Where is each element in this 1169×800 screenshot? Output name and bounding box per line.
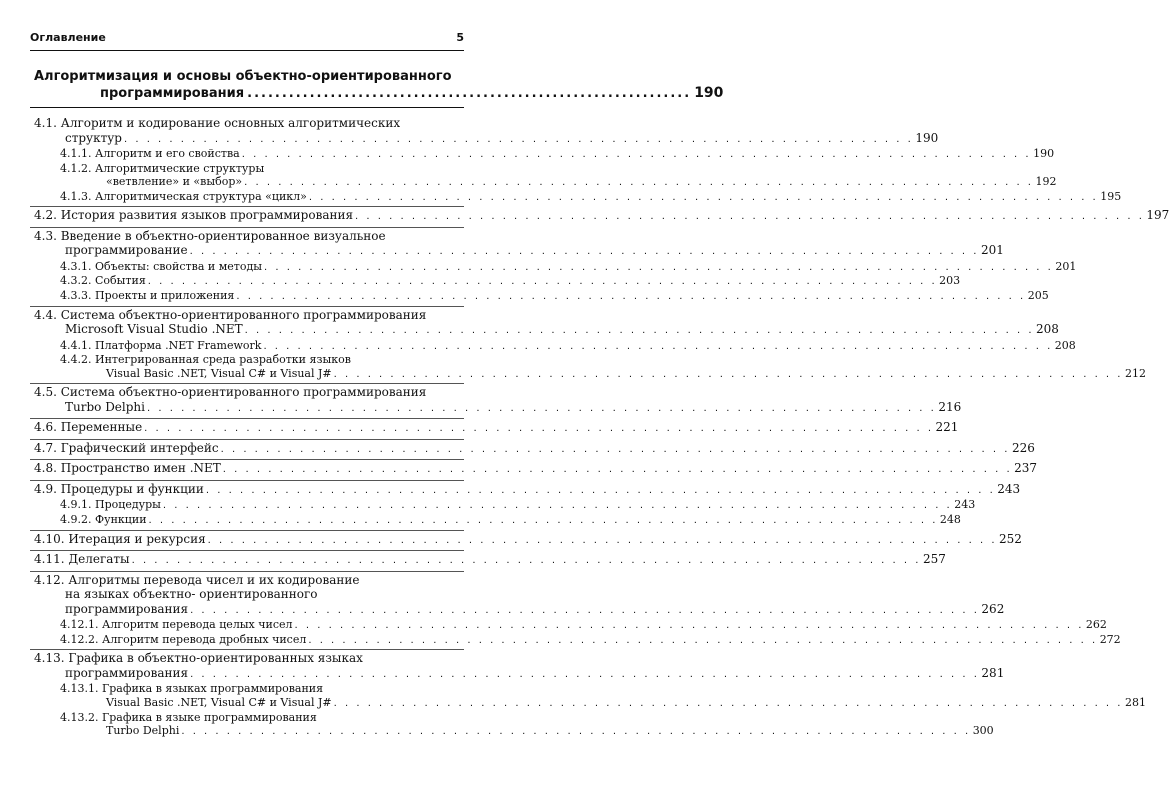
toc-entry[interactable] bbox=[30, 147, 1055, 162]
toc-entry-number: 4.4. bbox=[34, 307, 57, 322]
toc-entry-title: События bbox=[95, 274, 146, 288]
dot-leader: . . . . . . . . . . . . . . . . . . . . . . . . . . . . . . . . . . . . . . . . . . . . . . . . . . . . . . . . . . . . . . . . . . . . . . bbox=[264, 261, 1054, 273]
toc-entry-title: Интегрированная среда разработки языков bbox=[95, 353, 351, 367]
toc-entry-line bbox=[60, 338, 1076, 354]
toc-entry-page: 237 bbox=[1014, 461, 1038, 476]
toc-entry-line bbox=[60, 189, 1122, 205]
toc-entry-number: 4.12.2. bbox=[60, 632, 99, 646]
toc-entry[interactable] bbox=[30, 710, 994, 739]
toc-entry-title: Пространство имен .NET bbox=[60, 461, 221, 476]
toc-entry[interactable] bbox=[30, 353, 1146, 381]
toc-entry[interactable] bbox=[30, 116, 939, 147]
dot-leader: . . . . . . . . . . . . . . . . . . . . . . . . . . . . . . . . . . . . . . . . . . . . . . . . . . . . . . . . . . . . . . . . . . . . . . bbox=[181, 726, 971, 738]
toc-entry-line bbox=[34, 399, 962, 417]
toc-entry[interactable] bbox=[30, 161, 1057, 190]
toc-entry-page: 203 bbox=[939, 274, 961, 288]
toc-entry-title: Алгоритмические структуры bbox=[95, 161, 265, 175]
toc-entry-number: 4.13.2. bbox=[60, 710, 99, 724]
toc-entry-number: 4.12.1. bbox=[60, 618, 99, 632]
toc-entry-title: Введение в объектно-ориентированное визуальное bbox=[60, 228, 386, 243]
toc-entry[interactable] bbox=[30, 420, 959, 437]
dot-leader: . . . . . . . . . . . . . . . . . . . . . . . . . . . . . . . . . . . . . . . . . . . . . . . . . . . . . . . . . . . . . . . . . . . . . . bbox=[190, 668, 980, 680]
toc-entry-line bbox=[60, 366, 1146, 382]
toc-entry-title: Делегаты bbox=[68, 552, 130, 567]
toc-entry-line bbox=[60, 259, 1077, 275]
toc-entry-page: 212 bbox=[1124, 366, 1146, 380]
toc-entry-title: «ветвление» и «выбор» bbox=[106, 175, 243, 189]
chapter-title-text: программирования bbox=[100, 86, 245, 101]
toc-entry-title: Система объектно-ориентированного программирования bbox=[60, 385, 427, 400]
toc-entry-title: Процедуры bbox=[95, 498, 161, 512]
toc-entry-number: 4.4.1. bbox=[60, 338, 92, 352]
toc-entry-page: 257 bbox=[922, 552, 946, 567]
toc-entry[interactable] bbox=[30, 259, 1077, 275]
toc-entry-line bbox=[60, 695, 1146, 711]
toc-entry-page: 248 bbox=[939, 513, 961, 527]
toc-entry-page: 262 bbox=[981, 601, 1005, 616]
toc-entry-number: 4.9. bbox=[34, 481, 57, 496]
toc-entry[interactable] bbox=[30, 208, 1169, 225]
toc-entry-line bbox=[34, 116, 464, 131]
toc-entry-line bbox=[34, 420, 959, 437]
toc-entry-number: 4.6. bbox=[34, 420, 57, 435]
toc-entry-page: 192 bbox=[1035, 175, 1057, 189]
table-of-contents bbox=[30, 115, 1169, 741]
dot-leader: . . . . . . . . . . . . . . . . . . . . . . . . . . . . . . . . . . . . . . . . . . . . . . . . . . . . . . . . . . . . . . . . . . . . . . bbox=[144, 423, 934, 435]
chapter-heading[interactable] bbox=[30, 68, 724, 102]
toc-entry-page: 208 bbox=[1054, 338, 1076, 352]
toc-entry[interactable] bbox=[30, 338, 1076, 354]
toc-entry-title: Графика в языке программирования bbox=[101, 710, 317, 724]
toc-entry-page: 281 bbox=[981, 665, 1005, 680]
dot-leader: . . . . . . . . . . . . . . . . . . . . . . . . . . . . . . . . . . . . . . . . . . . . . . . . . . . . . . . . . . . . . . . . . . . . . . bbox=[241, 149, 1032, 160]
toc-entry-title: Алгоритм и кодирование основных алгоритмических bbox=[60, 116, 401, 130]
toc-entry-title: Turbo Delphi bbox=[106, 724, 180, 738]
dot-leader: . . . . . . . . . . . . . . . . . . . . . . . . . . . . . . . . . . . . . . . . . . . . . . . . . . . . . . . . . . . . . . . . . . . . . . bbox=[333, 368, 1123, 380]
toc-entry-line bbox=[34, 531, 1022, 549]
toc-entry-line bbox=[60, 498, 976, 513]
dot-leader: . . . . . . . . . . . . . . . . . . . . . . . . . . . . . . . . . . . . . . . . . . . . . . . . . . . . . . . . . . . . . . . . . . . . . . bbox=[162, 500, 953, 512]
toc-entry-line bbox=[34, 552, 946, 569]
toc-entry[interactable] bbox=[30, 498, 976, 513]
toc-entry-line bbox=[60, 353, 464, 367]
toc-entry[interactable] bbox=[30, 385, 962, 416]
toc-entry[interactable] bbox=[30, 651, 1005, 682]
toc-entry-number: 4.10. bbox=[34, 531, 65, 546]
toc-entry-line bbox=[34, 651, 464, 666]
toc-entry-line bbox=[34, 130, 939, 148]
toc-entry-page: 216 bbox=[938, 399, 962, 414]
toc-entry[interactable] bbox=[30, 552, 946, 569]
toc-entry-line bbox=[34, 461, 1038, 478]
dot-leader: . . . . . . . . . . . . . . . . . . . . . . . . . . . . . . . . . . . . . . . . . . . . . . . . . . . . . . . . . . . . . . . . . . . . . . bbox=[147, 276, 938, 288]
toc-entry-title: Графический интерфейс bbox=[60, 440, 219, 455]
toc-entry-title: программирование bbox=[65, 243, 188, 258]
toc-entry-line bbox=[60, 513, 961, 528]
toc-entry-number: 4.7. bbox=[34, 440, 57, 455]
toc-entry-page: 262 bbox=[1085, 618, 1107, 632]
toc-section bbox=[30, 384, 962, 419]
chapter-page: 190 bbox=[694, 85, 724, 101]
toc-entry[interactable] bbox=[30, 289, 1049, 304]
toc-entry[interactable] bbox=[30, 440, 1035, 458]
toc-entry-title: программирования bbox=[65, 601, 189, 616]
toc-entry-page: 300 bbox=[972, 724, 994, 738]
toc-entry[interactable] bbox=[30, 618, 1107, 633]
toc-entry[interactable] bbox=[30, 513, 961, 528]
toc-entry-page: 201 bbox=[1055, 259, 1077, 273]
page-number: 5 bbox=[456, 31, 464, 44]
toc-entry-page: 205 bbox=[1027, 289, 1049, 303]
toc-entry-number: 4.1. bbox=[34, 116, 57, 130]
toc-entry-number: 4.3.1. bbox=[60, 259, 92, 273]
toc-entry-line bbox=[60, 682, 464, 696]
toc-entry-title: Объекты: свойства и методы bbox=[95, 259, 262, 273]
toc-entry-number: 4.13.1. bbox=[60, 682, 99, 696]
toc-entry-line bbox=[34, 481, 1021, 499]
toc-entry-title: Функции bbox=[95, 513, 147, 527]
dot-leader: . . . . . . . . . . . . . . . . . . . . . . . . . . . . . . . . . . . . . . . . . . . . . . . . . . . . . . . . . . . . . . . . . . . . . . bbox=[263, 340, 1053, 352]
toc-entry-page: 190 bbox=[915, 130, 939, 145]
dot-leader: . . . . . . . . . . . . . . . . . . . . . . . . . . . . . . . . . . . . . . . . . . . . . . . . . . . . . . . . . . . . . . . . . . . . . . bbox=[244, 325, 1035, 337]
toc-entry-number: 4.3.3. bbox=[60, 289, 92, 303]
toc-entry[interactable] bbox=[30, 274, 961, 289]
toc-entry[interactable] bbox=[30, 682, 1146, 710]
toc-entry-page: 243 bbox=[954, 498, 976, 512]
toc-entry-page: 252 bbox=[999, 531, 1022, 546]
dot-leader: . . . . . . . . . . . . . . . . . . . . . . . . . . . . . . . . . . . . . . . . . . . . . . . . . . . . . . . . . . . . . . . . . . . . . . bbox=[294, 620, 1084, 632]
toc-entry-page: 281 bbox=[1124, 695, 1146, 709]
toc-entry-number: 4.8. bbox=[34, 461, 57, 476]
toc-entry-title: Turbo Delphi bbox=[65, 399, 145, 414]
toc-section bbox=[30, 419, 959, 440]
toc-entry-number: 4.5. bbox=[34, 385, 57, 400]
toc-entry-line bbox=[34, 322, 1059, 339]
toc-entry-number: 4.4.2. bbox=[60, 353, 92, 367]
toc-section bbox=[30, 481, 1021, 531]
toc-section bbox=[30, 460, 1038, 481]
toc-entry-title: Система объектно-ориентированного программирования bbox=[60, 307, 427, 322]
toc-entry[interactable] bbox=[30, 461, 1038, 478]
toc-entry-title: Алгоритмическая структура «цикл» bbox=[95, 189, 307, 203]
toc-entry-line bbox=[60, 147, 1055, 162]
toc-entry-page: 272 bbox=[1099, 632, 1121, 646]
toc-entry-page: 208 bbox=[1036, 322, 1059, 337]
toc-entry-number: 4.12. bbox=[34, 572, 65, 587]
running-title: Оглавление bbox=[30, 31, 106, 44]
toc-entry-title: структур bbox=[65, 130, 122, 145]
chapter-title-line2 bbox=[100, 85, 724, 102]
toc-entry-line bbox=[34, 601, 1005, 619]
dot-leader: . . . . . . . . . . . . . . . . . . . . . . . . . . . . . . . . . . . . . . . . . . . . . . . . . . . . . . . . . . . . . . . . . . . . . . bbox=[333, 697, 1123, 709]
toc-entry-page: 243 bbox=[997, 481, 1021, 496]
dot-leader: . . . . . . . . . . . . . . . . . . . . . . . . . . . . . . . . . . . . . . . . . . . . . . . . . . . . . . . . . . . . . . . . . . . . . . bbox=[220, 443, 1010, 455]
toc-section bbox=[30, 531, 1022, 552]
toc-entry-page: 197 bbox=[1146, 208, 1169, 223]
dot-leader: . . . . . . . . . . . . . . . . . . . . . . . . . . . . . . . . . . . . . . . . . . . . . . . . . . . . . . . . . . . . . . . . . . . . . . bbox=[236, 291, 1026, 303]
toc-entry-title: Алгоритмы перевода чисел и их кодирование bbox=[68, 572, 360, 587]
toc-entry-line bbox=[60, 711, 464, 725]
toc-entry-title: Графика в объектно-ориентированных языках bbox=[68, 651, 363, 666]
chapter-title-line1: Алгоритмизация и основы объектно-ориентированного bbox=[34, 69, 452, 84]
toc-entry-title: Алгоритм перевода дробных чисел bbox=[101, 632, 307, 646]
toc-entry-number: 4.2. bbox=[34, 208, 57, 223]
toc-entry-line bbox=[34, 229, 464, 244]
toc-entry[interactable] bbox=[30, 189, 1122, 205]
toc-entry-title: Алгоритм перевода целых чисел bbox=[101, 618, 293, 632]
header-rule bbox=[30, 50, 464, 51]
toc-entry-line bbox=[34, 587, 464, 602]
toc-entry[interactable] bbox=[30, 307, 1059, 339]
toc-section bbox=[30, 551, 946, 572]
dot-leader: . . . . . . . . . . . . . . . . . . . . . . . . . . . . . . . . . . . . . . . . . . . . . . . . . . . . . . . . . . . . . . . . . . . . . . bbox=[207, 534, 997, 546]
toc-entry-line bbox=[60, 632, 1121, 648]
toc-entry-line bbox=[60, 162, 464, 176]
toc-entry-line bbox=[34, 385, 464, 400]
toc-entry-line bbox=[60, 274, 961, 289]
toc-entry-number: 4.3.2. bbox=[60, 274, 92, 288]
toc-entry-title: Процедуры и функции bbox=[60, 481, 204, 496]
toc-entry-title: программирования bbox=[65, 665, 189, 680]
dot-leader: . . . . . . . . . . . . . . . . . . . . . . . . . . . . . . . . . . . . . . . . . . . . . . . . . . . . . . . . . . . . . . . . . . . . . . bbox=[222, 464, 1013, 476]
dot-leader: ................................................................ bbox=[247, 86, 692, 101]
dot-leader: . . . . . . . . . . . . . . . . . . . . . . . . . . . . . . . . . . . . . . . . . . . . . . . . . . . . . . . . . . . . . . . . . . . . . . bbox=[190, 604, 980, 616]
toc-entry-line bbox=[34, 440, 1035, 458]
toc-entry-title: на языках объектно- ориентированного bbox=[65, 587, 318, 602]
toc-entry[interactable] bbox=[30, 531, 1022, 549]
toc-section bbox=[30, 650, 1146, 740]
toc-entry-number: 4.11. bbox=[34, 552, 65, 567]
toc-entry-number: 4.3. bbox=[34, 228, 57, 243]
toc-section bbox=[30, 207, 1169, 228]
toc-entry-line bbox=[34, 665, 1005, 683]
toc-entry-line bbox=[34, 243, 1004, 260]
dot-leader: . . . . . . . . . . . . . . . . . . . . . . . . . . . . . . . . . . . . . . . . . . . . . . . . . . . . . . . . . . . . . . . . . . . . . . bbox=[355, 211, 1145, 223]
toc-entry-page: 201 bbox=[980, 243, 1004, 258]
toc-entry-title: Microsoft Visual Studio .NET bbox=[65, 322, 243, 337]
toc-entry-number: 4.1.2. bbox=[60, 161, 92, 175]
toc-entry[interactable] bbox=[30, 228, 1004, 260]
dot-leader: . . . . . . . . . . . . . . . . . . . . . . . . . . . . . . . . . . . . . . . . . . . . . . . . . . . . . . . . . . . . . . . . . . . . . . bbox=[131, 555, 921, 567]
toc-entry-title: Проекты и приложения bbox=[95, 289, 235, 303]
toc-entry-number: 4.9.2. bbox=[60, 513, 92, 527]
toc-entry-page: 226 bbox=[1011, 440, 1035, 455]
toc-section bbox=[30, 307, 1146, 385]
toc-entry-title: Платформа .NET Framework bbox=[95, 338, 262, 352]
toc-entry[interactable] bbox=[30, 572, 1005, 619]
toc-entry-line bbox=[60, 175, 1057, 190]
toc-entry-number: 4.9.1. bbox=[60, 498, 92, 512]
toc-entry-line bbox=[34, 208, 1169, 225]
toc-entry-page: 190 bbox=[1033, 147, 1055, 160]
toc-section bbox=[30, 440, 1035, 461]
toc-entry-line bbox=[34, 308, 464, 323]
toc-entry-line bbox=[60, 724, 994, 739]
toc-entry-title: Visual Basic .NET, Visual C# и Visual J# bbox=[106, 695, 332, 709]
dot-leader: . . . . . . . . . . . . . . . . . . . . . . . . . . . . . . . . . . . . . . . . . . . . . . . . . . . . . . . . . . . . . . . . . . . . . . bbox=[148, 515, 938, 527]
toc-entry[interactable] bbox=[30, 632, 1121, 648]
toc-entry-title: Итерация и рекурсия bbox=[68, 531, 206, 546]
toc-entry-page: 221 bbox=[935, 420, 959, 435]
dot-leader: . . . . . . . . . . . . . . . . . . . . . . . . . . . . . . . . . . . . . . . . . . . . . . . . . . . . . . . . . . . . . . . . . . . . . . bbox=[147, 402, 937, 414]
toc-section bbox=[30, 115, 1122, 207]
toc-entry-title: История развития языков программирования bbox=[60, 208, 354, 223]
toc-entry-title: Алгоритм и его свойства bbox=[95, 147, 240, 160]
toc-entry-number: 4.1.1. bbox=[60, 147, 92, 160]
page-header bbox=[30, 31, 464, 44]
toc-section bbox=[30, 572, 1121, 651]
toc-entry-line bbox=[60, 618, 1107, 633]
toc-entry[interactable] bbox=[30, 481, 1021, 499]
toc-entry-number: 4.13. bbox=[34, 651, 65, 666]
toc-entry-title: Visual Basic .NET, Visual C# и Visual J# bbox=[106, 366, 332, 380]
chapter-rule bbox=[30, 107, 464, 108]
toc-entry-line bbox=[60, 289, 1049, 304]
toc-entry-number: 4.1.3. bbox=[60, 189, 92, 203]
dot-leader: . . . . . . . . . . . . . . . . . . . . . . . . . . . . . . . . . . . . . . . . . . . . . . . . . . . . . . . . . . . . . . . . . . . . . . bbox=[308, 634, 1098, 646]
toc-entry-page: 195 bbox=[1100, 189, 1122, 203]
dot-leader: . . . . . . . . . . . . . . . . . . . . . . . . . . . . . . . . . . . . . . . . . . . . . . . . . . . . . . . . . . . . . . . . . . . . . . bbox=[308, 191, 1099, 203]
dot-leader: . . . . . . . . . . . . . . . . . . . . . . . . . . . . . . . . . . . . . . . . . . . . . . . . . . . . . . . . . . . . . . . . . . . . . . bbox=[123, 133, 914, 145]
toc-section bbox=[30, 228, 1077, 307]
toc-entry-line bbox=[34, 573, 464, 588]
dot-leader: . . . . . . . . . . . . . . . . . . . . . . . . . . . . . . . . . . . . . . . . . . . . . . . . . . . . . . . . . . . . . . . . . . . . . . bbox=[205, 484, 996, 496]
toc-entry-title: Графика в языках программирования bbox=[101, 682, 324, 696]
dot-leader: . . . . . . . . . . . . . . . . . . . . . . . . . . . . . . . . . . . . . . . . . . . . . . . . . . . . . . . . . . . . . . . . . . . . . . bbox=[244, 177, 1034, 189]
dot-leader: . . . . . . . . . . . . . . . . . . . . . . . . . . . . . . . . . . . . . . . . . . . . . . . . . . . . . . . . . . . . . . . . . . . . . . bbox=[189, 246, 979, 258]
toc-entry-title: Переменные bbox=[60, 420, 143, 435]
